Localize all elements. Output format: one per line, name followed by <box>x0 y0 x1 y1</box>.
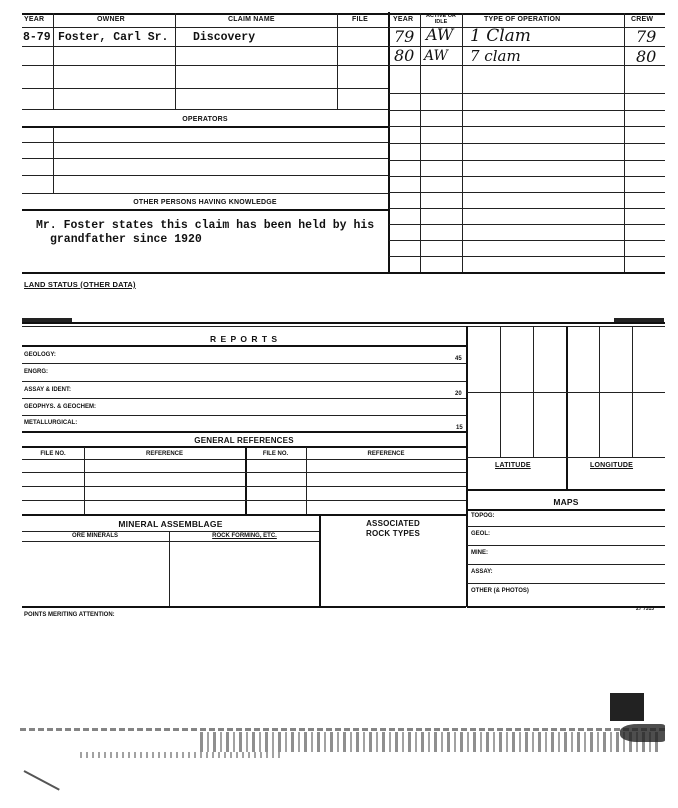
ore-minerals-header: ORE MINERALS <box>71 533 118 539</box>
header-type-of-operation: TYPE OF OPERATION <box>484 16 561 23</box>
report-metallurgical-code: 15 <box>456 425 463 431</box>
ref-header-reference2: REFERENCE <box>367 451 405 457</box>
report-geophys: GEOPHYS. & GEOCHEM: <box>24 404 97 410</box>
owner-row-year: 8-79 <box>23 31 51 44</box>
map-topog: TOPOG: <box>471 513 495 519</box>
op-row2-type: 7 clam <box>470 47 521 65</box>
owner-row-owner: Foster, Carl Sr. <box>58 31 169 44</box>
reports-title: R E P O R T S <box>209 334 279 344</box>
map-mine: MINE: <box>471 550 488 556</box>
points-meriting-attention: POINTS MERITING ATTENTION: <box>24 612 115 618</box>
op-row2-crew: 80 <box>636 47 657 66</box>
header-op-year: YEAR <box>393 16 414 23</box>
mineral-assemblage-title: MINERAL ASSEMBLAGE <box>118 519 223 529</box>
latitude-label: LATITUDE <box>495 462 531 469</box>
header-file: FILE <box>352 16 368 23</box>
header-claim-name: CLAIM NAME <box>228 16 275 23</box>
op-row1-type: 1 Clam <box>470 26 531 46</box>
map-other-photos: OTHER (& PHOTOS) <box>471 588 529 594</box>
op-row2-active: AW <box>424 48 448 64</box>
associated-rock-types-line2: ROCK TYPES <box>365 529 420 538</box>
header-year: YEAR <box>24 16 45 23</box>
other-persons-note-line1: Mr. Foster states this claim has been held by his <box>36 219 375 232</box>
associated-rock-types-line1: ASSOCIATED <box>366 519 420 528</box>
other-persons-note-line2: grandfather since 1920 <box>50 233 202 246</box>
report-assay: ASSAY & IDENT: <box>24 387 72 393</box>
owner-row-claim: Discovery <box>193 31 256 44</box>
longitude-label: LONGITUDE <box>590 462 634 469</box>
ref-header-file1: FILE NO. <box>40 451 66 457</box>
rock-forming-header: ROCK FORMING, ETC. <box>212 533 277 539</box>
report-engrg: ENGRG: <box>24 369 48 375</box>
operators-title: OPERATORS <box>182 116 228 123</box>
general-references-title: GENERAL REFERENCES <box>194 436 294 445</box>
header-active-idle: ACTIVE OR IDLE <box>426 13 456 25</box>
report-geology: GEOLOGY: <box>24 352 56 358</box>
report-metallurgical: METALLURGICAL: <box>24 420 78 426</box>
land-status-title: LAND STATUS (OTHER DATA) <box>24 280 136 289</box>
report-geology-code: 45 <box>455 356 462 362</box>
ref-header-reference1: REFERENCE <box>145 451 183 457</box>
map-assay: ASSAY: <box>471 569 493 575</box>
other-persons-title: OTHER PERSONS HAVING KNOWLEDGE <box>133 199 277 206</box>
op-row2-year: 80 <box>394 46 415 65</box>
op-row1-crew: 79 <box>636 27 657 46</box>
op-row1-active: AW <box>426 25 454 44</box>
ref-header-file2: FILE NO. <box>262 451 289 457</box>
op-row1-year: 79 <box>394 27 415 46</box>
maps-title: MAPS <box>553 497 579 507</box>
header-owner: OWNER <box>97 16 125 23</box>
header-crew: CREW <box>631 16 654 23</box>
map-geol: GEOL: <box>471 531 490 537</box>
report-assay-code: 20 <box>455 391 462 397</box>
form-number: 27 7313 <box>636 606 655 612</box>
